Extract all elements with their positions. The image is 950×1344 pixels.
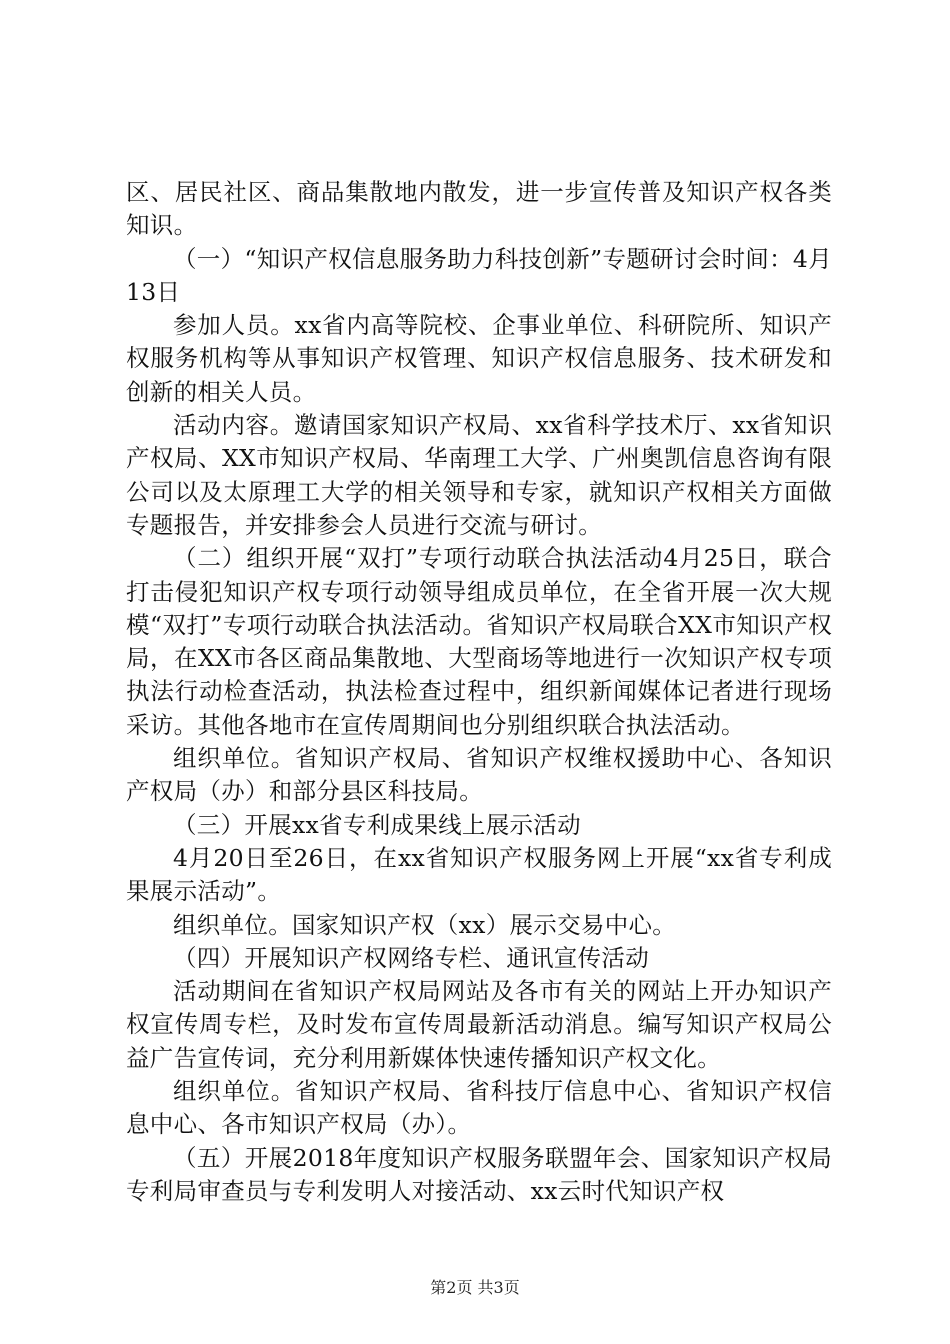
paragraph: 组织单位。省知识产权局、省科技厅信息中心、省知识产权信息中心、各市知识产权局（办）。 (126, 1077, 832, 1139)
paragraph: （四）开展知识产权网络专栏、通讯宣传活动 (173, 943, 649, 972)
paragraph: 参加人员。xx省内高等院校、企事业单位、科研院所、知识产权服务机构等从事知识产权管理、知识产权信息服务、技术研发和创新的相关人员。 (126, 311, 832, 406)
page-number-label: 第2页 共3页 (430, 1278, 520, 1297)
paragraph: 区、居民社区、商品集散地内散发，进一步宣传普及知识产权各类知识。 (126, 178, 832, 240)
document-body (126, 176, 832, 1208)
paragraph: 活动期间在省知识产权局网站及各市有关的网站上开办知识产权宣传周专栏，及时发布宣传周最新活动消息。编写知识产权局公益广告宣传词，充分利用新媒体快速传播知识产权文化。 (126, 977, 832, 1072)
paragraph: 组织单位。国家知识产权（xx）展示交易中心。 (173, 910, 677, 939)
paragraph: 活动内容。邀请国家知识产权局、xx省科学技术厅、xx省知识产权局、XX市知识产权局、华南理工大学、广州奥凯信息咨询有限公司以及太原理工大学的相关领导和专家，就知识产权相关方面做专题报告，并安排参会人员进行交流与研讨。 (126, 411, 832, 539)
paragraph: （二）组织开展“双打”专项行动联合执法活动4月25日，联合打击侵犯知识产权专项行动领导组成员单位，在全省开展一次大规模“双打”专项行动联合执法活动。省知识产权局联合XX市知识产权局，在XX市各区商品集散地、大型商场等地进行一次知识产权专项执法行动检查活动，执法检查过程中，组织新闻媒体记者进行现场采访。其他各地市在宣传周期间也分别组织联合执法活动。 (126, 544, 832, 739)
page-footer (0, 1275, 950, 1298)
paragraph: （三）开展xx省专利成果线上展示活动 (173, 810, 581, 839)
paragraph: （五）开展2018年度知识产权服务联盟年会、国家知识产权局专利局审查员与专利发明人对接活动、xx云时代知识产权 (126, 1143, 832, 1205)
paragraph: 4月20日至26日，在xx省知识产权服务网上开展“xx省专利成果展示活动”。 (126, 843, 832, 906)
paragraph: 组织单位。省知识产权局、省知识产权维权援助中心、各知识产权局（办）和部分县区科技局。 (126, 744, 832, 806)
paragraph: （一）“知识产权信息服务助力科技创新”专题研讨会时间：4月13日 (126, 244, 832, 306)
